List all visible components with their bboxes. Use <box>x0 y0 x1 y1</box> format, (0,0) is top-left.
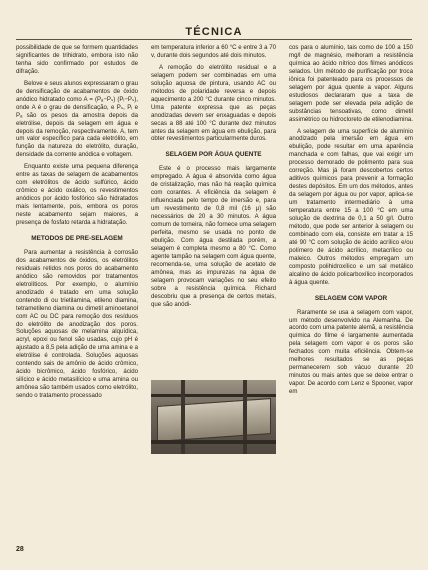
paragraph: Belove e seus alunos expressaram o grau de densificação de acabamentos de óxido anódico hidratado como A = (Pₐ−Pₛ) (Pᵢ−Pₛ), onde A é o grau de densificação, e Pₛ, Pᵢ e Pₐ são os pesos da amostra depois da eletrólise, depois da selagem em água e depois da remoção, respectivamente. A, tem um valor específico para cada eletrólito, em função da natureza do eletrólito, duração, densidade da corrente anódica e voltagem. <box>16 79 138 159</box>
paragraph: A selagem de uma superfície de alumínio anodizado pela imersão em água em ebulição, pode resultar em uma aparência manchada e com falhas, que vai exigir um processo demorado de polimento para sua correção. Mas já foram descobertos certos aditivos químicos para prevenir a formação destes depósitos. Em um dos métodos, antes da selagem por água ou por vapor, aplica-se um tratamento intermediário à uma temperatura entre 15 a 100 °C em uma solução de dextrina de 0,1 a 50 g/l. Outro método, que pode ser anterior à selagem ou combinado com ela, consiste em tratar a 15 até 90 °C com solução de ácido acrílico e/ou polímero de ácido acrílico, metacrílico ou maleico. Outros métodos empregam um composto polihidroxílico e um sal metálico alcalino de ácido policarboxílico incorporados à água quente. <box>289 127 413 286</box>
paragraph: possibilidade de que se formem quantidades significantes de trihidrato, embora isto não tenha sido confirmado por estudos de difração. <box>16 44 138 75</box>
section-title: TÉCNICA <box>185 26 243 38</box>
section-heading-agua-quente: SELAGEM POR ÁGUA QUENTE <box>165 151 262 159</box>
column-right <box>289 44 413 400</box>
photo-detail <box>151 440 276 444</box>
paragraph: Raramente se usa a selagem com vapor, um método desenvolvido na Alemanha. De acordo com uma patente alemã, a resistência química do filme é largamente aumentada pela selagem com vapor e os poros são fechados com muita eficiência. Obtem-se melhores resultados se as peças permanecerem sob vácuo durante 20 minutos ou mais antes que se deixe entrar o vapor. De acordo com Lenz e Spooner, vapor em <box>289 308 413 396</box>
paragraph: A remoção do eletrólito residual e a selagem podem ser combinadas em uma solução aquosa de pintura, usando AC ou métodos de polaridade reversa e depois aquecimento a 200 °C durante cinco minutos. Uma patente expressa que as peças anodizadas devem ser enxaguadas e depois secas a 88 até 100 °C durante dez minutos antes da selagem em água em ebulição, para obter revestimentos particularmente duros. <box>151 63 276 143</box>
section-heading-vapor: SELAGEM COM VAPOR <box>314 294 388 302</box>
paragraph: Enquanto existe uma pequena diferença entre as taxas de selagem de acabamentos com eletrólitos de ácido sulfúrico, ácido crômico e ácido oxálico, os revestimentos anódicos por ácido fosfórico são hidratados mais lentamente, pois, embora os poros neste acabamento sejam maiores, a presença de fosfato retarda a hidratação. <box>16 163 138 227</box>
section-heading-pre-selagem: METODOS DE PRE-SELAGEM <box>31 234 123 242</box>
photo-detail <box>151 394 276 397</box>
photo-detail <box>157 398 271 442</box>
page-number: 28 <box>16 546 24 553</box>
column-left <box>16 44 138 404</box>
page-header <box>0 0 428 40</box>
industrial-tank-photo <box>151 380 276 454</box>
paragraph: Este é o processo mais largamente empregado. A água é absorvida como água de cristalização, mas não há reação química com corantes. A eficiência da selagem é influenciada pelo tempo de imersão e, para um revestimento de 0,8 mil (16 µ) são necessários de 20 a 30 minutos. A água comum de torneira, não fornece uma selagem perfeita, mesmo se usada no ponto de ebulição. Com água destilada porém, a selagem é completa mesmo a 80 °C. Como agente tampão na selagem com água quente, recomenda-se, uma solução de acetato de amônea, mas as impurezas na água de selagem provocam variações no seu efeito sobre a resistência química. Richard descobriu que a presença de certos metais, que são anódi- <box>151 165 276 308</box>
header-divider <box>16 39 412 40</box>
column-middle <box>151 44 276 313</box>
paragraph: em temperatura inferior a 60 °C e entre 3 a 70 v, durante dois segundos até dois minutos. <box>151 44 276 59</box>
paragraph: cos para o alumínio, tais como de 100 a 150 mg/l de magnésio, melhoram a resistência química ao ácido nítrico dos filmes anódicos selados. Um método de purificação por troca iônica foi patenteado para os processos de selagem por água quente a vapor. Alguns estudiosos declararam que a taxa de selagem pode ser elevada pela adição de substâncias tensoativas, como dimetil assimétrico ou hidrocloreto de etilenodiamina. <box>289 44 413 123</box>
paragraph: Para aumentar a resistência à corrosão dos acabamentos de óxidos, os eletrólitos residuais retidos nos poros do acabamento anódico são removidos por tratamentos eletrolíticos. Por exemplo, o alumínio anodizado é tratado em uma solução contendo di ou trietilamina, etileno diamina, tetrametileno diamina ou dimetil aminoetanol com AC ou DC para remoção dos resíduos do eletrólito de anodização dos poros. Soluções aquosas de melamina alquídica, acryl, epoxi ou fenol são usadas, cujo pH é ajustado a 8,5 pela adição de uma amina e a eletrólise é controlada. Soluções aquosas contendo sais de amônio de ácido crômico, ácido bicrômico, ácido fosfórico, ácido silícico e ácido metasilícico e uma amina ou amônea são também usados como eletrólito, sendo o tratamento processado <box>16 248 138 400</box>
